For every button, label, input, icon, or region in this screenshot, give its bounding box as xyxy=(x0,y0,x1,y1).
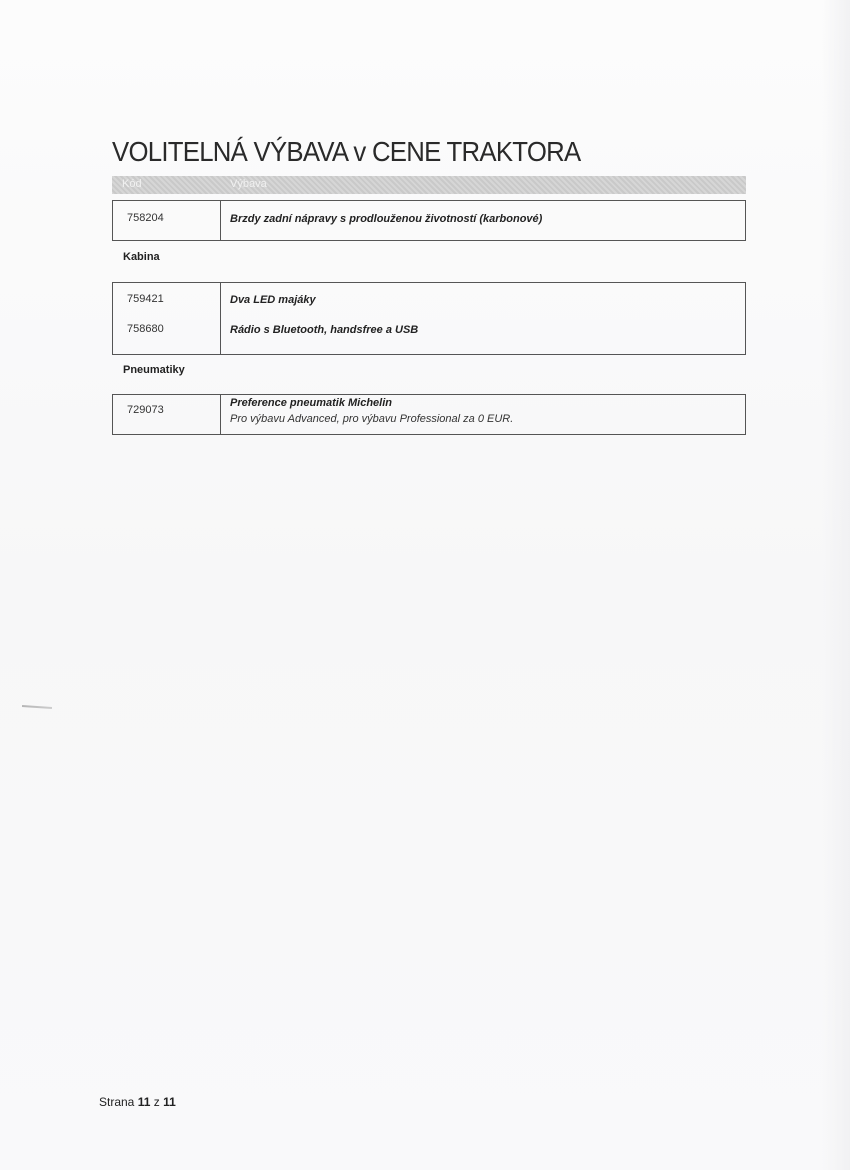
option-code: 758204 xyxy=(127,212,164,224)
page-separator: z xyxy=(153,1095,160,1109)
total-pages: 11 xyxy=(163,1095,176,1109)
option-code: 758680 xyxy=(127,323,164,335)
option-code: 729073 xyxy=(127,404,164,416)
option-name: Dva LED majáky xyxy=(230,294,316,306)
tyres-table xyxy=(112,394,746,435)
header-code: Kód xyxy=(122,178,142,190)
column-divider xyxy=(220,283,221,354)
option-note: Pro výbavu Advanced, pro výbavu Professional za 0 EUR. xyxy=(230,413,514,425)
brakes-table xyxy=(112,200,746,241)
page-number xyxy=(99,1095,176,1109)
column-divider xyxy=(220,395,221,434)
page-prefix: Strana xyxy=(99,1095,135,1109)
section-heading-tyres: Pneumatiky xyxy=(123,364,185,376)
scan-edge-shadow xyxy=(822,0,850,1170)
option-code: 759421 xyxy=(127,293,164,305)
option-name: Brzdy zadní nápravy s prodlouženou životností (karbonové) xyxy=(230,213,543,225)
cabin-table xyxy=(112,282,746,355)
page-title: VOLITELNÁ VÝBAVA v CENE TRAKTORA xyxy=(112,136,581,167)
column-divider xyxy=(220,201,221,240)
table-header xyxy=(112,176,746,194)
option-name: Preference pneumatik Michelin xyxy=(230,397,392,409)
current-page: 11 xyxy=(137,1095,151,1109)
header-item: Výbava xyxy=(230,178,267,190)
option-name: Rádio s Bluetooth, handsfree a USB xyxy=(230,324,419,336)
section-heading-cabin: Kabina xyxy=(123,251,160,263)
